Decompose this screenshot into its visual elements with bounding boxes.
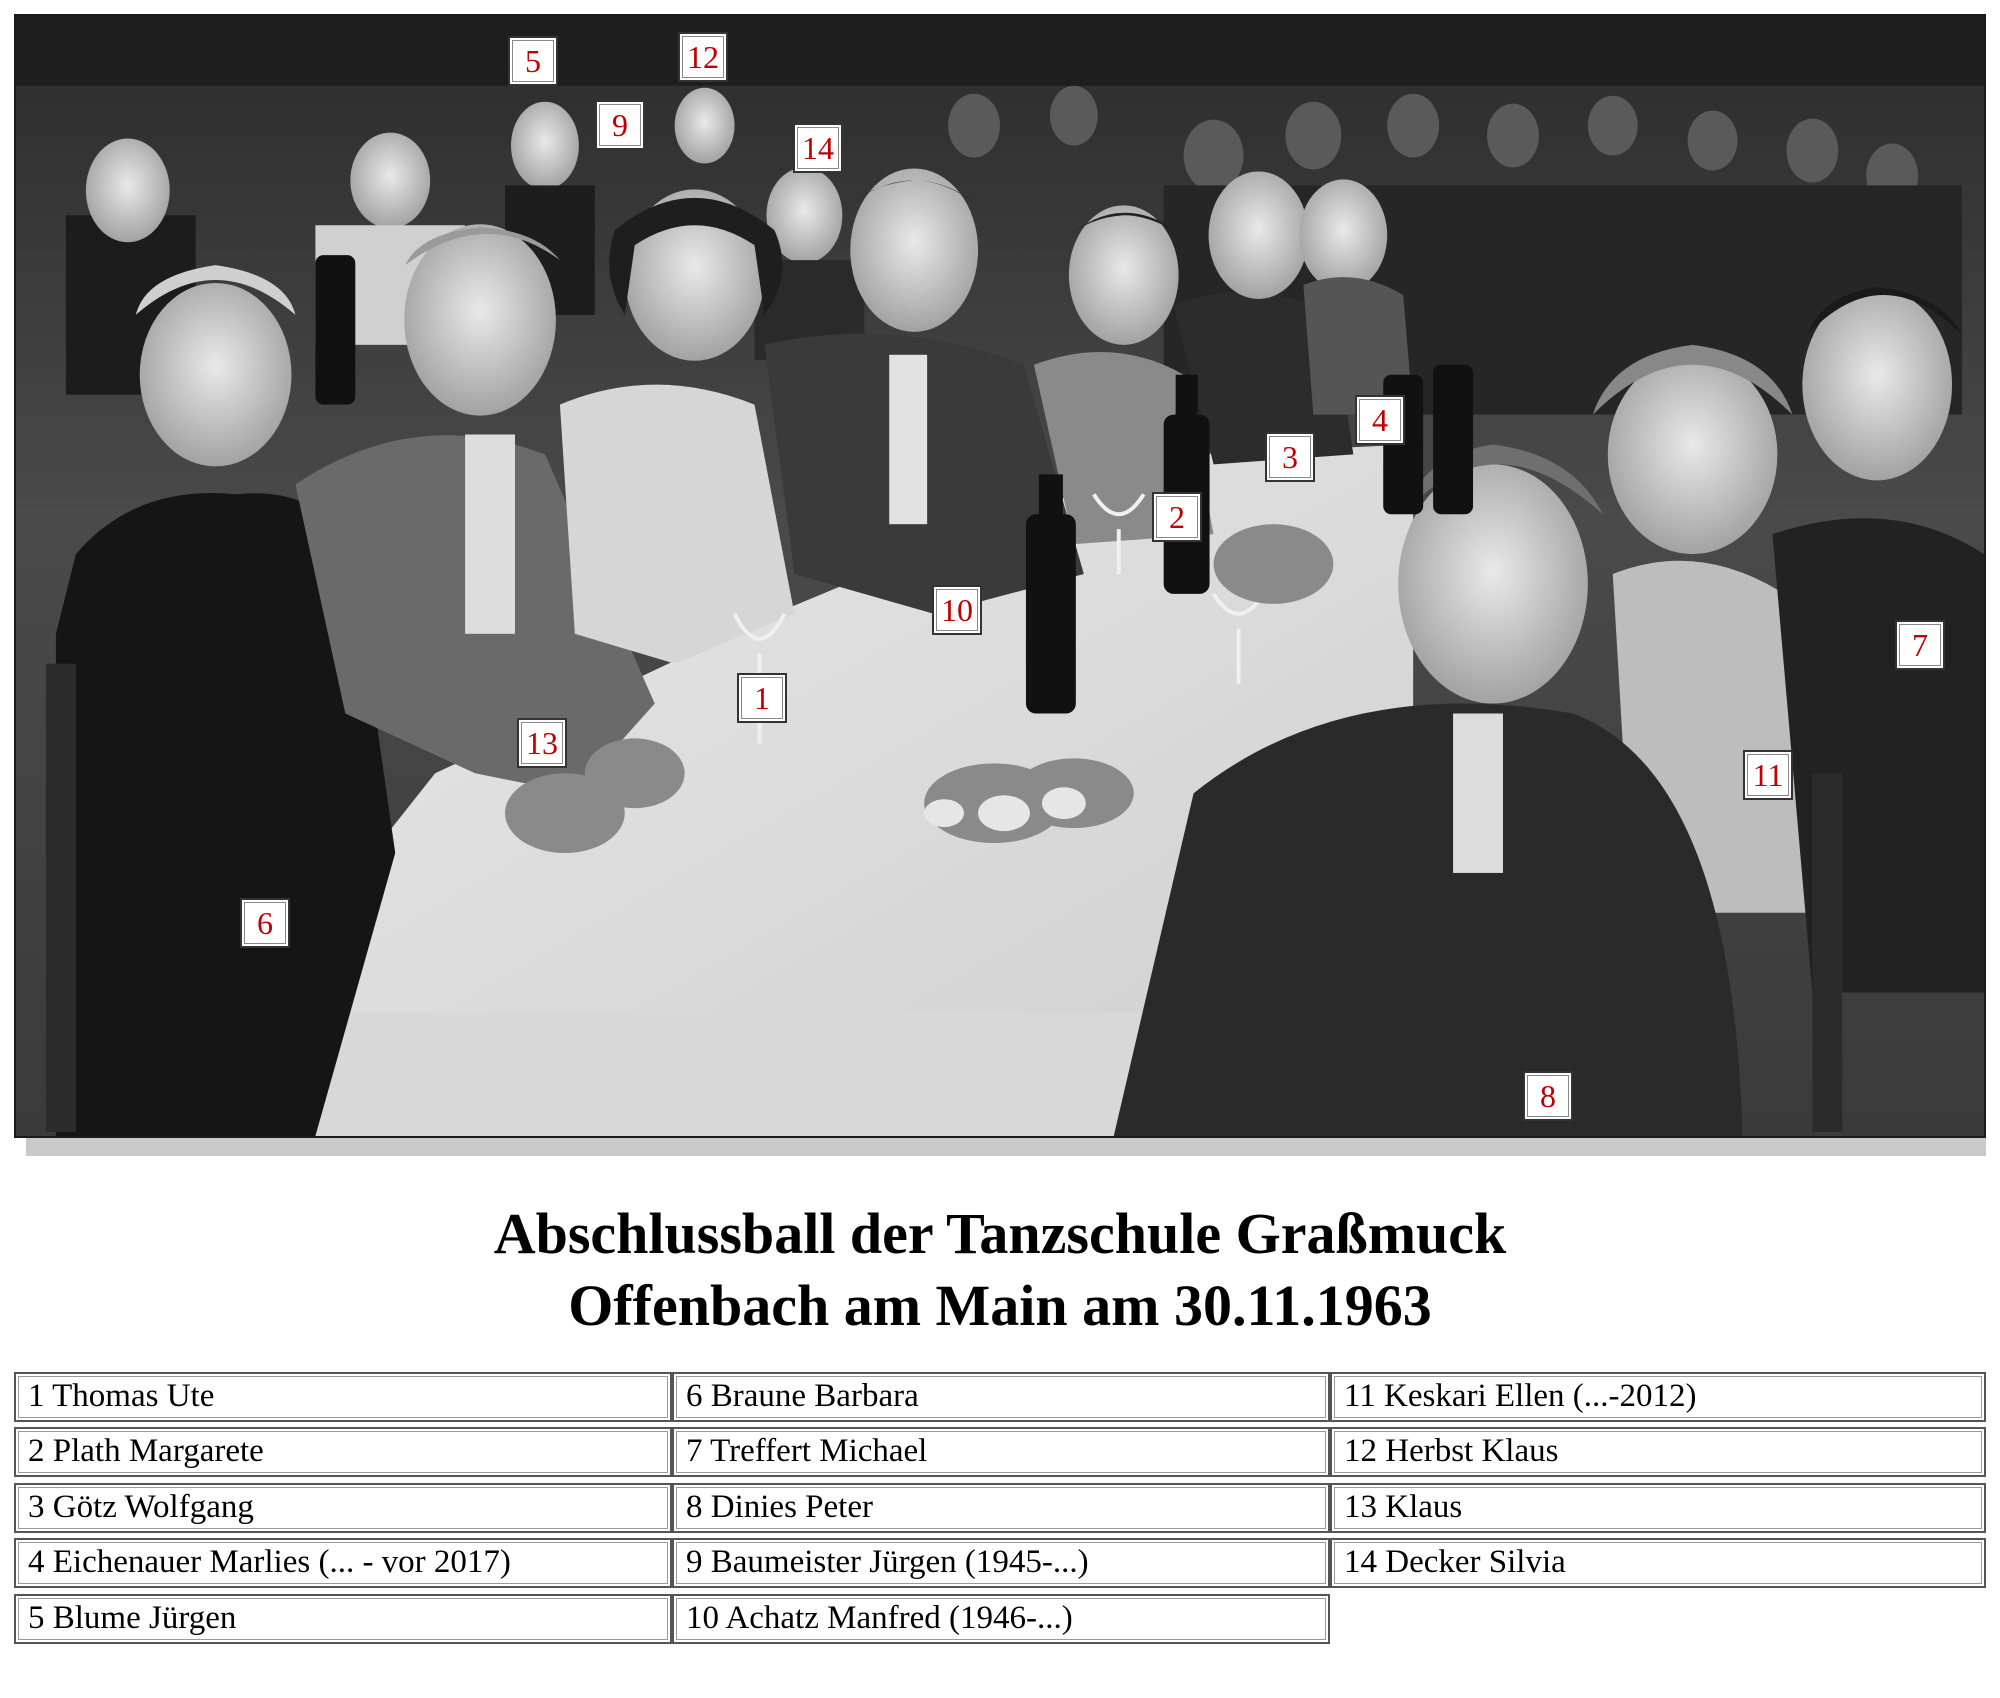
legend-cell: 10 Achatz Manfred (1946-...) [672,1594,1330,1644]
legend-cell: 5 Blume Jürgen [14,1594,672,1644]
legend-cell: 6 Braune Barbara [672,1372,1330,1422]
legend-cell: 4 Eichenauer Marlies (... - vor 2017) [14,1538,672,1588]
legend-cell: 7 Treffert Michael [672,1427,1330,1477]
marker-11: 11 [1743,750,1793,800]
legend-cell: 2 Plath Margarete [14,1427,672,1477]
marker-2: 2 [1152,492,1202,542]
legend-cell: 3 Götz Wolfgang [14,1483,672,1533]
marker-4: 4 [1355,395,1405,445]
marker-1: 1 [737,673,787,723]
legend-cell: 13 Klaus [1330,1483,1986,1533]
marker-8: 8 [1523,1071,1573,1121]
marker-9: 9 [595,100,645,150]
page-title [0,1198,2000,1342]
title-line-2: Offenbach am Main am 30.11.1963 [568,1273,1432,1338]
marker-6: 6 [240,898,290,948]
marker-13: 13 [517,718,567,768]
group-photo [14,14,1986,1138]
marker-3: 3 [1265,432,1315,482]
marker-10: 10 [932,585,982,635]
legend-cell: 14 Decker Silvia [1330,1538,1986,1588]
photo-scene [16,16,1984,1136]
legend-cell: 11 Keskari Ellen (...-2012) [1330,1372,1986,1422]
title-line-1: Abschlussball der Tanzschule Graßmuck [493,1201,1507,1266]
legend-cell: 1 Thomas Ute [14,1372,672,1422]
legend-cell: 9 Baumeister Jürgen (1945-...) [672,1538,1330,1588]
marker-12: 12 [678,32,728,82]
marker-5: 5 [508,36,558,86]
legend-cell: 8 Dinies Peter [672,1483,1330,1533]
legend-table [14,1372,1986,1654]
legend-cell: 12 Herbst Klaus [1330,1427,1986,1477]
marker-14: 14 [793,123,843,173]
marker-7: 7 [1895,620,1945,670]
